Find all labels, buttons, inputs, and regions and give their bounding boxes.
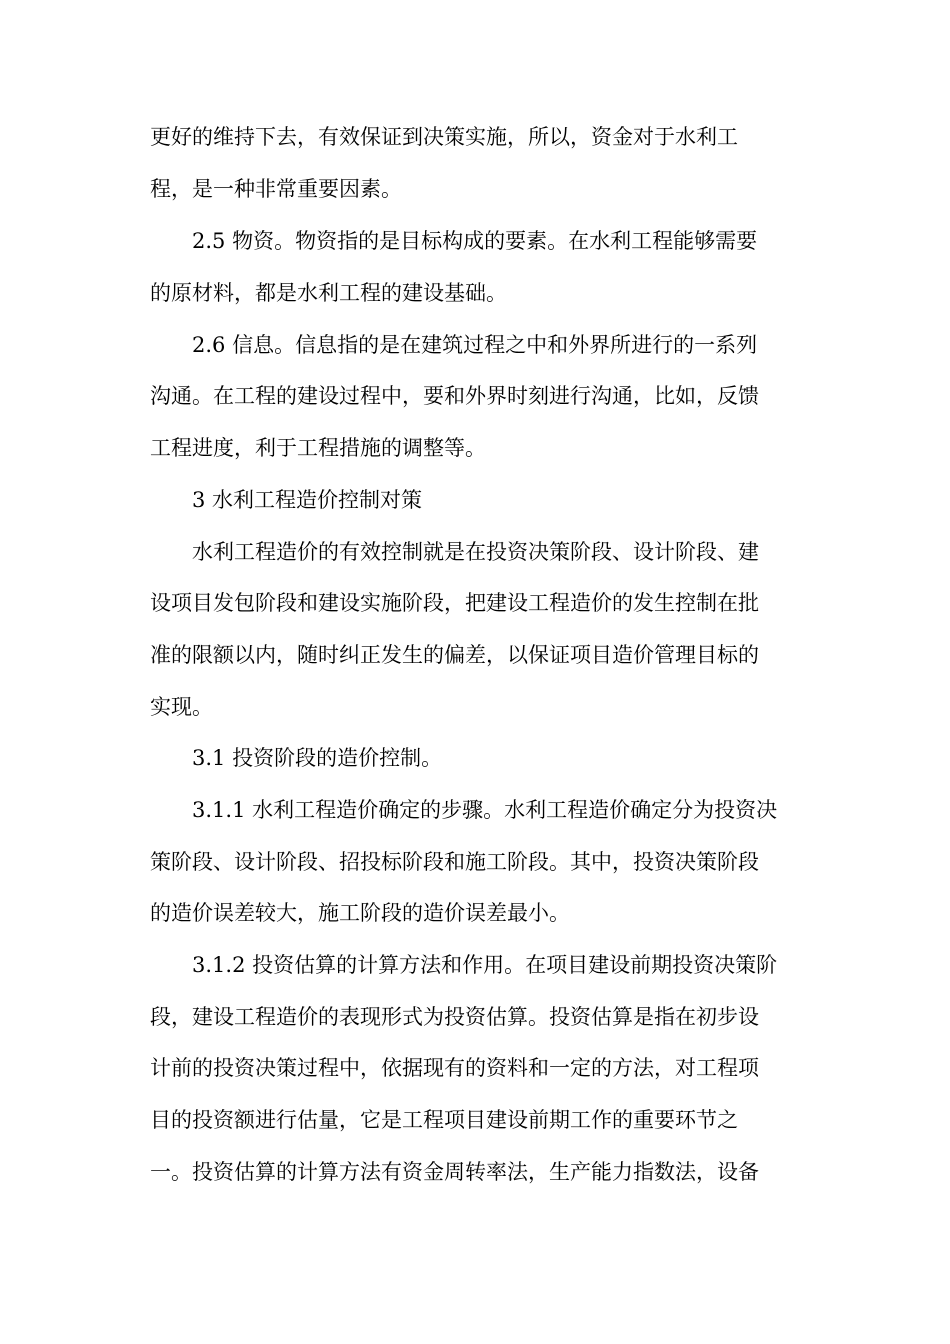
text-line: 设项目发包阶段和建设实施阶段，把建设工程造价的发生控制在批 bbox=[150, 591, 759, 615]
text-line: 水利工程造价的有效控制就是在投资决策阶段、设计阶段、建 bbox=[192, 540, 759, 564]
text-line: 实现。 bbox=[150, 695, 213, 719]
text-line: 沟通。在工程的建设过程中，要和外界时刻进行沟通，比如，反馈 bbox=[150, 384, 759, 408]
text-line: 程，是一种非常重要因素。 bbox=[150, 177, 402, 201]
text-line: 的造价误差较大，施工阶段的造价误差最小。 bbox=[150, 901, 570, 925]
text-line: 段，建设工程造价的表现形式为投资估算。投资估算是指在初步设 bbox=[150, 1005, 759, 1029]
text-line: 目的投资额进行估量，它是工程项目建设前期工作的重要环节之 bbox=[150, 1108, 738, 1132]
text-line: 3.1.2 投资估算的计算方法和作用。在项目建设前期投资决策阶 bbox=[192, 953, 778, 977]
subsection-heading: 3.1 投资阶段的造价控制。 bbox=[192, 746, 443, 770]
text-line: 准的限额以内，随时纠正发生的偏差，以保证项目造价管理目标的 bbox=[150, 643, 759, 667]
section-heading: 3 水利工程造价控制对策 bbox=[192, 488, 423, 512]
text-line: 2.5 物资。物资指的是目标构成的要素。在水利工程能够需要 bbox=[192, 229, 758, 253]
text-line: 的原材料，都是水利工程的建设基础。 bbox=[150, 281, 507, 305]
text-line: 计前的投资决策过程中，依据现有的资料和一定的方法，对工程项 bbox=[150, 1056, 759, 1080]
text-line: 工程进度，利于工程措施的调整等。 bbox=[150, 436, 486, 460]
text-line: 更好的维持下去，有效保证到决策实施，所以，资金对于水利工 bbox=[150, 125, 738, 149]
text-line: 一。投资估算的计算方法有资金周转率法，生产能力指数法，设备 bbox=[150, 1160, 759, 1184]
text-line: 策阶段、设计阶段、招投标阶段和施工阶段。其中，投资决策阶段 bbox=[150, 850, 759, 874]
text-line: 3.1.1 水利工程造价确定的步骤。水利工程造价确定分为投资决 bbox=[192, 798, 778, 822]
text-line: 2.6 信息。信息指的是在建筑过程之中和外界所进行的一系列 bbox=[192, 333, 758, 357]
